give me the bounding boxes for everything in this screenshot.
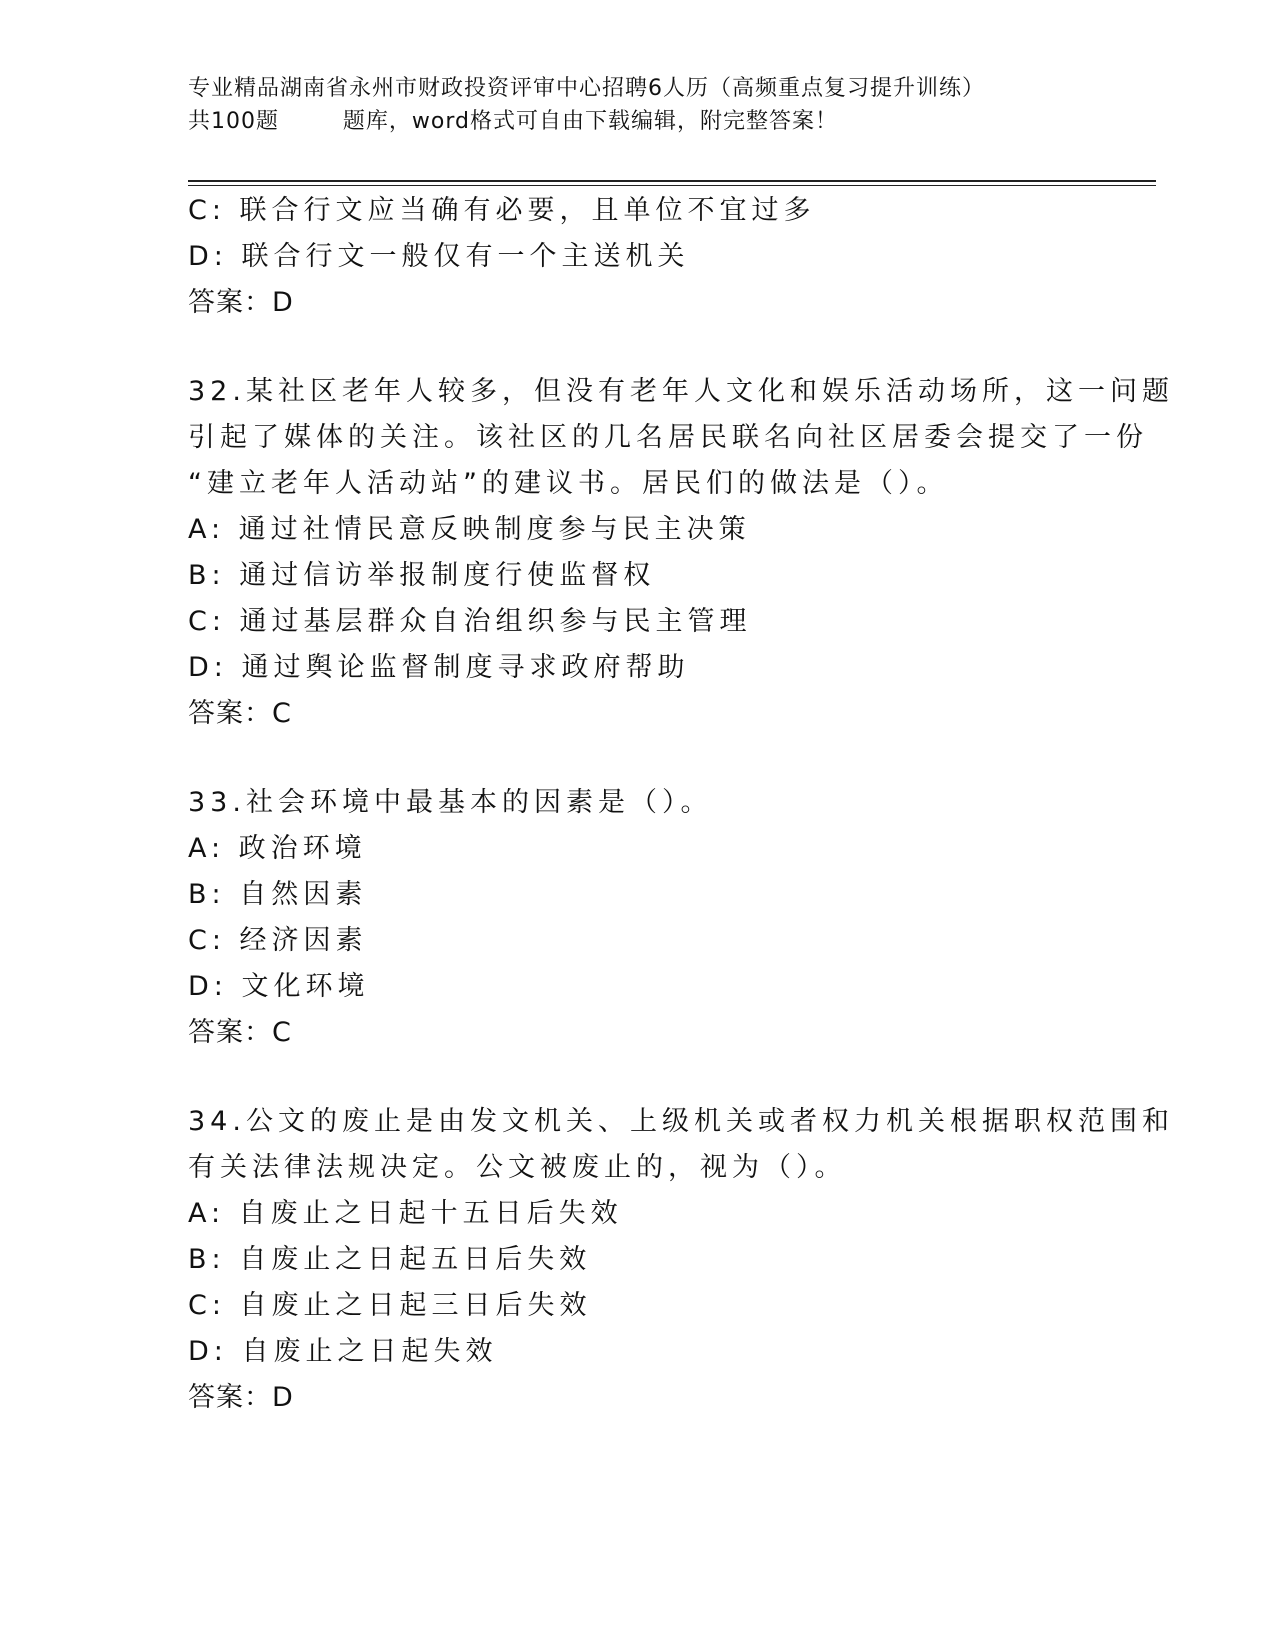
option-a: A: 政治环境 bbox=[188, 833, 367, 864]
option-b: B: 通过信访举报制度行使监督权 bbox=[188, 560, 656, 591]
option-d: D: 联合行文一般仅有一个主送机关 bbox=[188, 241, 690, 272]
answer-line: 答案：C bbox=[188, 1017, 292, 1048]
question-stem-line: 有关法律法规决定。公文被废止的，视为（）。 bbox=[188, 1152, 847, 1183]
option-a: A: 自废止之日起十五日后失效 bbox=[188, 1198, 623, 1229]
option-c: C: 通过基层群众自治组织参与民主管理 bbox=[188, 606, 752, 637]
option-c: C: 经济因素 bbox=[188, 925, 368, 956]
question-stem-line: 34.公文的废止是由发文机关、上级机关或者权力机关根据职权范围和 bbox=[188, 1106, 1174, 1137]
question-stem-line: “建立老年人活动站”的建议书。居民们的做法是（）。 bbox=[188, 468, 949, 499]
question-stem-line: 32.某社区老年人较多，但没有老年人文化和娱乐活动场所，这一问题 bbox=[188, 376, 1174, 407]
document-header bbox=[188, 72, 1088, 138]
option-b: B: 自然因素 bbox=[188, 879, 368, 910]
option-d: D: 通过舆论监督制度寻求政府帮助 bbox=[188, 652, 690, 683]
option-a: A: 通过社情民意反映制度参与民主决策 bbox=[188, 514, 751, 545]
header-divider-top bbox=[188, 180, 1156, 182]
header-divider-bottom bbox=[188, 185, 1156, 186]
header-title-line: 专业精品湖南省永州市财政投资评审中心招聘6人历（高频重点复习提升训练） bbox=[188, 76, 985, 101]
answer-line: 答案：C bbox=[188, 698, 292, 729]
question-stem-line: 33.社会环境中最基本的因素是（）。 bbox=[188, 787, 713, 818]
answer-line: 答案：D bbox=[188, 1382, 294, 1413]
answer-line: 答案：D bbox=[188, 287, 294, 318]
previous-question-tail bbox=[188, 188, 1088, 326]
header-subtitle-line: 共100题 题库，word格式可自由下载编辑，附完整答案！ bbox=[188, 109, 839, 134]
option-d: D: 自废止之日起失效 bbox=[188, 1336, 498, 1367]
question-content bbox=[188, 188, 1174, 1421]
question-32 bbox=[188, 369, 1174, 737]
option-d: D: 文化环境 bbox=[188, 971, 370, 1002]
option-c: C: 自废止之日起三日后失效 bbox=[188, 1290, 592, 1321]
question-33 bbox=[188, 780, 1088, 1056]
option-b: B: 自废止之日起五日后失效 bbox=[188, 1244, 592, 1275]
option-c: C: 联合行文应当确有必要，且单位不宜过多 bbox=[188, 195, 816, 226]
question-34 bbox=[188, 1099, 1174, 1421]
question-stem-line: 引起了媒体的关注。该社区的几名居民联名向社区居委会提交了一份 bbox=[188, 422, 1148, 453]
